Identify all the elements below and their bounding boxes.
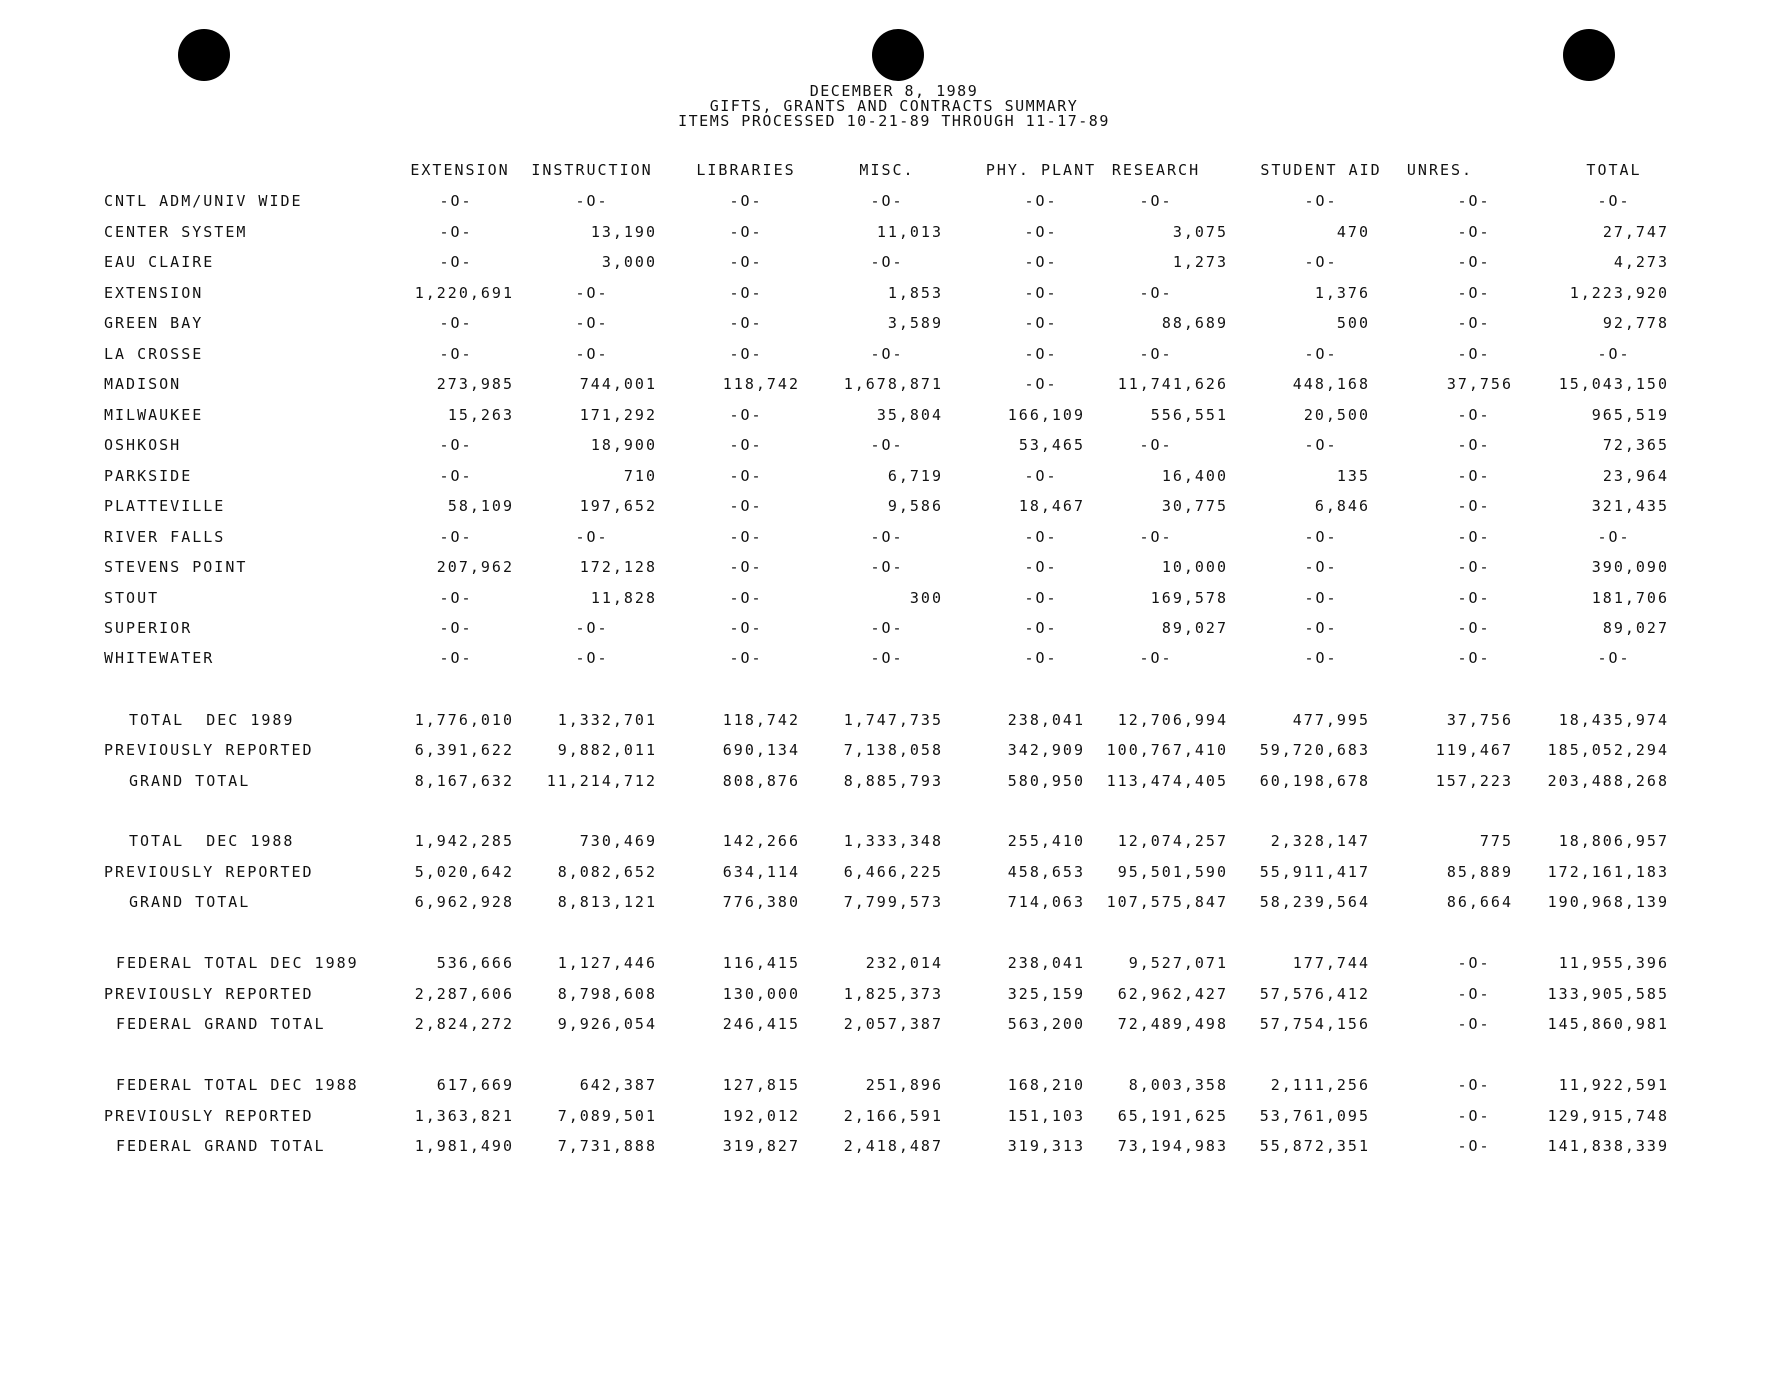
table-cell: 617,669 — [436, 1076, 514, 1094]
table-cell: 536,666 — [436, 954, 514, 972]
table-cell: 8,082,652 — [557, 863, 657, 881]
table-cell: 95,501,590 — [1117, 863, 1228, 881]
table-cell: -O- — [1024, 375, 1058, 393]
table-cell: 6,391,622 — [414, 741, 514, 759]
table-cell: -O- — [1304, 528, 1338, 546]
table-cell: 2,166,591 — [843, 1107, 943, 1125]
table-cell: -O- — [1024, 589, 1058, 607]
table-cell: 171,292 — [579, 406, 657, 424]
row-label: PLATTEVILLE — [104, 497, 226, 515]
table-cell: 86,664 — [1446, 893, 1513, 911]
table-cell: -O- — [1457, 589, 1491, 607]
table-cell: 458,653 — [1007, 863, 1085, 881]
table-cell: 58,239,564 — [1259, 893, 1370, 911]
table-cell: -O- — [1139, 436, 1173, 454]
table-cell: 448,168 — [1292, 375, 1370, 393]
table-cell: -O- — [1457, 985, 1491, 1003]
table-cell: 7,089,501 — [557, 1107, 657, 1125]
table-cell: -O- — [870, 253, 904, 271]
table-cell: 57,576,412 — [1259, 985, 1370, 1003]
table-cell: 3,075 — [1172, 223, 1228, 241]
table-cell: -O- — [1304, 253, 1338, 271]
table-cell: -O- — [729, 619, 763, 637]
table-cell: 7,138,058 — [843, 741, 943, 759]
table-cell: -O- — [729, 528, 763, 546]
table-cell: 129,915,748 — [1547, 1107, 1669, 1125]
table-cell: -O- — [1457, 528, 1491, 546]
table-cell: 2,057,387 — [843, 1015, 943, 1033]
table-cell: -O- — [1024, 223, 1058, 241]
table-cell: -O- — [575, 619, 609, 637]
column-header: PHY. PLANT — [985, 161, 1097, 179]
table-cell: -O- — [439, 589, 473, 607]
row-label: FEDERAL TOTAL DEC 1988 — [116, 1076, 359, 1094]
table-cell: -O- — [1597, 649, 1631, 667]
row-label: MADISON — [104, 375, 182, 393]
table-cell: 185,052,294 — [1547, 741, 1669, 759]
row-label: PREVIOUSLY REPORTED — [104, 985, 314, 1003]
table-cell: 119,467 — [1435, 741, 1513, 759]
table-cell: 321,435 — [1591, 497, 1669, 515]
table-cell: 89,027 — [1161, 619, 1228, 637]
table-cell: 190,968,139 — [1547, 893, 1669, 911]
table-cell: 325,159 — [1007, 985, 1085, 1003]
table-cell: -O- — [1024, 345, 1058, 363]
row-label: TOTAL DEC 1989 — [129, 711, 295, 729]
table-cell: 255,410 — [1007, 832, 1085, 850]
table-cell: -O- — [1024, 192, 1058, 210]
table-cell: -O- — [729, 436, 763, 454]
table-cell: -O- — [1304, 649, 1338, 667]
table-cell: 1,825,373 — [843, 985, 943, 1003]
table-cell: 634,114 — [722, 863, 800, 881]
column-header: RESEARCH — [1111, 161, 1201, 179]
table-cell: -O- — [729, 589, 763, 607]
table-cell: 133,905,585 — [1547, 985, 1669, 1003]
table-cell: 11,741,626 — [1117, 375, 1228, 393]
table-cell: 16,400 — [1161, 467, 1228, 485]
row-label: EXTENSION — [104, 284, 204, 302]
table-cell: 4,273 — [1613, 253, 1669, 271]
table-cell: -O- — [439, 649, 473, 667]
table-cell: 6,719 — [887, 467, 943, 485]
table-cell: -O- — [575, 314, 609, 332]
column-header: EXTENSION — [410, 161, 510, 179]
table-cell: 808,876 — [722, 772, 800, 790]
table-cell: 58,109 — [447, 497, 514, 515]
table-cell: -O- — [575, 649, 609, 667]
table-cell: -O- — [1457, 284, 1491, 302]
table-cell: 53,465 — [1018, 436, 1085, 454]
table-cell: 1,127,446 — [557, 954, 657, 972]
document-header — [0, 84, 1788, 129]
column-header: INSTRUCTION — [531, 161, 653, 179]
table-cell: 55,872,351 — [1259, 1137, 1370, 1155]
table-cell: 207,962 — [436, 558, 514, 576]
table-cell: 776,380 — [722, 893, 800, 911]
table-cell: 60,198,678 — [1259, 772, 1370, 790]
table-cell: 319,827 — [722, 1137, 800, 1155]
table-cell: 1,332,701 — [557, 711, 657, 729]
table-cell: 342,909 — [1007, 741, 1085, 759]
table-cell: 319,313 — [1007, 1137, 1085, 1155]
table-cell: 8,003,358 — [1128, 1076, 1228, 1094]
table-cell: -O- — [1139, 649, 1173, 667]
table-cell: 127,815 — [722, 1076, 800, 1094]
table-cell: -O- — [1457, 223, 1491, 241]
table-cell: 710 — [623, 467, 657, 485]
table-cell: -O- — [1597, 192, 1631, 210]
table-cell: 1,853 — [887, 284, 943, 302]
table-cell: 11,828 — [590, 589, 657, 607]
table-cell: 73,194,983 — [1117, 1137, 1228, 1155]
table-cell: -O- — [1024, 528, 1058, 546]
row-label: WHITEWATER — [104, 649, 215, 667]
table-cell: 238,041 — [1007, 711, 1085, 729]
table-cell: 18,467 — [1018, 497, 1085, 515]
table-cell: 62,962,427 — [1117, 985, 1228, 1003]
table-cell: 35,804 — [876, 406, 943, 424]
table-cell: -O- — [729, 192, 763, 210]
row-label: PREVIOUSLY REPORTED — [104, 863, 314, 881]
table-cell: 9,926,054 — [557, 1015, 657, 1033]
table-cell: 113,474,405 — [1106, 772, 1228, 790]
column-header: STUDENT AID — [1260, 161, 1382, 179]
row-label: GREEN BAY — [104, 314, 204, 332]
table-cell: 8,813,121 — [557, 893, 657, 911]
table-cell: -O- — [1024, 649, 1058, 667]
table-cell: 37,756 — [1446, 375, 1513, 393]
table-cell: 714,063 — [1007, 893, 1085, 911]
table-cell: -O- — [1024, 467, 1058, 485]
table-cell: -O- — [1457, 314, 1491, 332]
table-cell: -O- — [1597, 345, 1631, 363]
table-cell: 1,776,010 — [414, 711, 514, 729]
table-cell: 11,955,396 — [1558, 954, 1669, 972]
table-cell: -O- — [439, 467, 473, 485]
table-cell: -O- — [870, 436, 904, 454]
table-cell: 169,578 — [1150, 589, 1228, 607]
row-label: RIVER FALLS — [104, 528, 226, 546]
row-label: FEDERAL GRAND TOTAL — [116, 1015, 326, 1033]
table-cell: 246,415 — [722, 1015, 800, 1033]
table-cell: -O- — [439, 619, 473, 637]
table-cell: 107,575,847 — [1106, 893, 1228, 911]
row-label: STOUT — [104, 589, 160, 607]
table-cell: 580,950 — [1007, 772, 1085, 790]
table-cell: -O- — [1457, 436, 1491, 454]
report-date: DECEMBER 8, 1989 — [809, 82, 979, 100]
table-cell: 1,333,348 — [843, 832, 943, 850]
table-cell: 53,761,095 — [1259, 1107, 1370, 1125]
row-label: STEVENS POINT — [104, 558, 248, 576]
row-label: CNTL ADM/UNIV WIDE — [104, 192, 303, 210]
table-cell: -O- — [729, 345, 763, 363]
table-cell: 30,775 — [1161, 497, 1228, 515]
table-cell: 197,652 — [579, 497, 657, 515]
table-cell: -O- — [439, 528, 473, 546]
table-cell: -O- — [729, 223, 763, 241]
table-cell: -O- — [729, 558, 763, 576]
table-cell: -O- — [729, 649, 763, 667]
table-cell: 166,109 — [1007, 406, 1085, 424]
table-cell: 37,756 — [1446, 711, 1513, 729]
table-cell: 151,103 — [1007, 1107, 1085, 1125]
table-cell: 563,200 — [1007, 1015, 1085, 1033]
table-cell: 1,981,490 — [414, 1137, 514, 1155]
table-cell: -O- — [1457, 406, 1491, 424]
table-cell: 251,896 — [865, 1076, 943, 1094]
table-cell: 8,885,793 — [843, 772, 943, 790]
table-cell: 181,706 — [1591, 589, 1669, 607]
table-cell: 6,962,928 — [414, 893, 514, 911]
table-cell: 27,747 — [1602, 223, 1669, 241]
table-cell: -O- — [1457, 192, 1491, 210]
table-cell: -O- — [1457, 619, 1491, 637]
table-cell: -O- — [1457, 467, 1491, 485]
table-cell: -O- — [1024, 253, 1058, 271]
row-label: CENTER SYSTEM — [104, 223, 248, 241]
table-cell: 500 — [1336, 314, 1370, 332]
table-cell: 18,900 — [590, 436, 657, 454]
table-cell: 157,223 — [1435, 772, 1513, 790]
table-cell: 10,000 — [1161, 558, 1228, 576]
table-cell: -O- — [870, 192, 904, 210]
table-cell: -O- — [1597, 528, 1631, 546]
table-cell: -O- — [729, 467, 763, 485]
table-cell: 2,287,606 — [414, 985, 514, 1003]
table-cell: -O- — [1139, 345, 1173, 363]
table-cell: 13,190 — [590, 223, 657, 241]
table-cell: 192,012 — [722, 1107, 800, 1125]
table-cell: -O- — [1457, 1076, 1491, 1094]
table-cell: 118,742 — [722, 711, 800, 729]
binder-hole-center — [872, 29, 924, 81]
table-cell: 57,754,156 — [1259, 1015, 1370, 1033]
table-cell: 7,799,573 — [843, 893, 943, 911]
table-cell: 390,090 — [1591, 558, 1669, 576]
table-cell: 203,488,268 — [1547, 772, 1669, 790]
column-header: LIBRARIES — [696, 161, 796, 179]
table-cell: 1,942,285 — [414, 832, 514, 850]
table-cell: 88,689 — [1161, 314, 1228, 332]
table-cell: -O- — [439, 345, 473, 363]
table-cell: 15,263 — [447, 406, 514, 424]
table-cell: -O- — [439, 314, 473, 332]
table-cell: 59,720,683 — [1259, 741, 1370, 759]
table-cell: 232,014 — [865, 954, 943, 972]
table-cell: -O- — [870, 528, 904, 546]
table-cell: -O- — [1457, 497, 1491, 515]
table-cell: 168,210 — [1007, 1076, 1085, 1094]
table-cell: 12,074,257 — [1117, 832, 1228, 850]
table-cell: 775 — [1479, 832, 1513, 850]
table-cell: -O- — [1457, 1015, 1491, 1033]
table-cell: 177,744 — [1292, 954, 1370, 972]
row-label: OSHKOSH — [104, 436, 182, 454]
table-cell: 642,387 — [579, 1076, 657, 1094]
table-cell: 18,806,957 — [1558, 832, 1669, 850]
table-cell: 730,469 — [579, 832, 657, 850]
table-cell: 89,027 — [1602, 619, 1669, 637]
table-cell: 116,415 — [722, 954, 800, 972]
table-cell: 690,134 — [722, 741, 800, 759]
table-cell: 470 — [1336, 223, 1370, 241]
report-subtitle: ITEMS PROCESSED 10-21-89 THROUGH 11-17-89 — [678, 112, 1110, 130]
table-cell: -O- — [1457, 1107, 1491, 1125]
table-cell: -O- — [439, 253, 473, 271]
table-cell: 2,328,147 — [1270, 832, 1370, 850]
table-cell: -O- — [439, 223, 473, 241]
table-cell: 6,846 — [1314, 497, 1370, 515]
table-cell: 55,911,417 — [1259, 863, 1370, 881]
table-cell: 72,365 — [1602, 436, 1669, 454]
table-cell: -O- — [1457, 558, 1491, 576]
table-cell: 1,273 — [1172, 253, 1228, 271]
table-cell: 9,882,011 — [557, 741, 657, 759]
table-cell: 18,435,974 — [1558, 711, 1669, 729]
binder-hole-right — [1563, 29, 1615, 81]
table-cell: 85,889 — [1446, 863, 1513, 881]
row-label: GRAND TOTAL — [129, 772, 251, 790]
table-cell: -O- — [870, 619, 904, 637]
table-cell: 1,747,735 — [843, 711, 943, 729]
table-cell: 965,519 — [1591, 406, 1669, 424]
table-cell: 15,043,150 — [1558, 375, 1669, 393]
table-cell: -O- — [1304, 589, 1338, 607]
table-cell: -O- — [439, 436, 473, 454]
table-cell: 135 — [1336, 467, 1370, 485]
table-cell: 172,161,183 — [1547, 863, 1669, 881]
table-cell: 11,214,712 — [546, 772, 657, 790]
table-cell: 172,128 — [579, 558, 657, 576]
table-cell: 23,964 — [1602, 467, 1669, 485]
table-cell: -O- — [1139, 192, 1173, 210]
table-cell: 92,778 — [1602, 314, 1669, 332]
table-cell: 556,551 — [1150, 406, 1228, 424]
table-cell: -O- — [729, 284, 763, 302]
table-cell: -O- — [1304, 345, 1338, 363]
table-cell: 1,678,871 — [843, 375, 943, 393]
table-cell: -O- — [1024, 314, 1058, 332]
row-label: MILWAUKEE — [104, 406, 204, 424]
row-label: PREVIOUSLY REPORTED — [104, 741, 314, 759]
row-label: PARKSIDE — [104, 467, 193, 485]
row-label: GRAND TOTAL — [129, 893, 251, 911]
table-cell: 1,223,920 — [1569, 284, 1669, 302]
table-cell: 7,731,888 — [557, 1137, 657, 1155]
table-cell: -O- — [1139, 284, 1173, 302]
table-cell: 11,922,591 — [1558, 1076, 1669, 1094]
table-cell: 12,706,994 — [1117, 711, 1228, 729]
table-cell: 2,111,256 — [1270, 1076, 1370, 1094]
table-cell: -O- — [1024, 558, 1058, 576]
table-cell: -O- — [1304, 619, 1338, 637]
table-cell: 5,020,642 — [414, 863, 514, 881]
table-cell: 1,220,691 — [414, 284, 514, 302]
table-cell: -O- — [1024, 284, 1058, 302]
table-cell: -O- — [1457, 1137, 1491, 1155]
table-cell: 477,995 — [1292, 711, 1370, 729]
table-cell: 9,527,071 — [1128, 954, 1228, 972]
row-label: FEDERAL GRAND TOTAL — [116, 1137, 326, 1155]
binder-hole-left — [178, 29, 230, 81]
table-cell: -O- — [729, 314, 763, 332]
table-cell: -O- — [1024, 619, 1058, 637]
table-cell: 9,586 — [887, 497, 943, 515]
table-cell: 300 — [909, 589, 943, 607]
table-cell: -O- — [870, 558, 904, 576]
table-cell: -O- — [575, 345, 609, 363]
column-header: TOTAL — [1586, 161, 1642, 179]
report-title: GIFTS, GRANTS AND CONTRACTS SUMMARY — [709, 97, 1079, 115]
table-cell: 65,191,625 — [1117, 1107, 1228, 1125]
table-cell: 118,742 — [722, 375, 800, 393]
table-cell: 1,363,821 — [414, 1107, 514, 1125]
table-cell: -O- — [575, 192, 609, 210]
table-cell: -O- — [870, 649, 904, 667]
table-cell: 1,376 — [1314, 284, 1370, 302]
table-cell: 273,985 — [436, 375, 514, 393]
column-header: MISC. — [859, 161, 915, 179]
table-cell: -O- — [439, 192, 473, 210]
table-cell: 744,001 — [579, 375, 657, 393]
column-header: UNRES. — [1406, 161, 1474, 179]
table-cell: -O- — [1457, 253, 1491, 271]
table-cell: 8,167,632 — [414, 772, 514, 790]
table-cell: 6,466,225 — [843, 863, 943, 881]
table-cell: 8,798,608 — [557, 985, 657, 1003]
table-cell: -O- — [575, 528, 609, 546]
table-cell: 130,000 — [722, 985, 800, 1003]
row-label: FEDERAL TOTAL DEC 1989 — [116, 954, 359, 972]
table-cell: -O- — [1457, 345, 1491, 363]
table-cell: 20,500 — [1303, 406, 1370, 424]
table-cell: 2,418,487 — [843, 1137, 943, 1155]
table-cell: 100,767,410 — [1106, 741, 1228, 759]
table-cell: 142,266 — [722, 832, 800, 850]
row-label: SUPERIOR — [104, 619, 193, 637]
table-cell: 3,000 — [601, 253, 657, 271]
table-cell: -O- — [729, 497, 763, 515]
table-cell: 11,013 — [876, 223, 943, 241]
table-cell: -O- — [1457, 649, 1491, 667]
table-cell: -O- — [1139, 528, 1173, 546]
table-cell: -O- — [729, 253, 763, 271]
table-cell: -O- — [1457, 954, 1491, 972]
table-cell: -O- — [729, 406, 763, 424]
table-cell: 3,589 — [887, 314, 943, 332]
row-label: PREVIOUSLY REPORTED — [104, 1107, 314, 1125]
table-cell: -O- — [1304, 558, 1338, 576]
row-label: TOTAL DEC 1988 — [129, 832, 295, 850]
table-cell: 238,041 — [1007, 954, 1085, 972]
table-cell: -O- — [870, 345, 904, 363]
row-label: EAU CLAIRE — [104, 253, 215, 271]
row-label: LA CROSSE — [104, 345, 204, 363]
table-cell: 141,838,339 — [1547, 1137, 1669, 1155]
table-cell: -O- — [1304, 436, 1338, 454]
table-cell: 2,824,272 — [414, 1015, 514, 1033]
table-cell: -O- — [575, 284, 609, 302]
table-cell: -O- — [1304, 192, 1338, 210]
table-cell: 145,860,981 — [1547, 1015, 1669, 1033]
table-cell: 72,489,498 — [1117, 1015, 1228, 1033]
